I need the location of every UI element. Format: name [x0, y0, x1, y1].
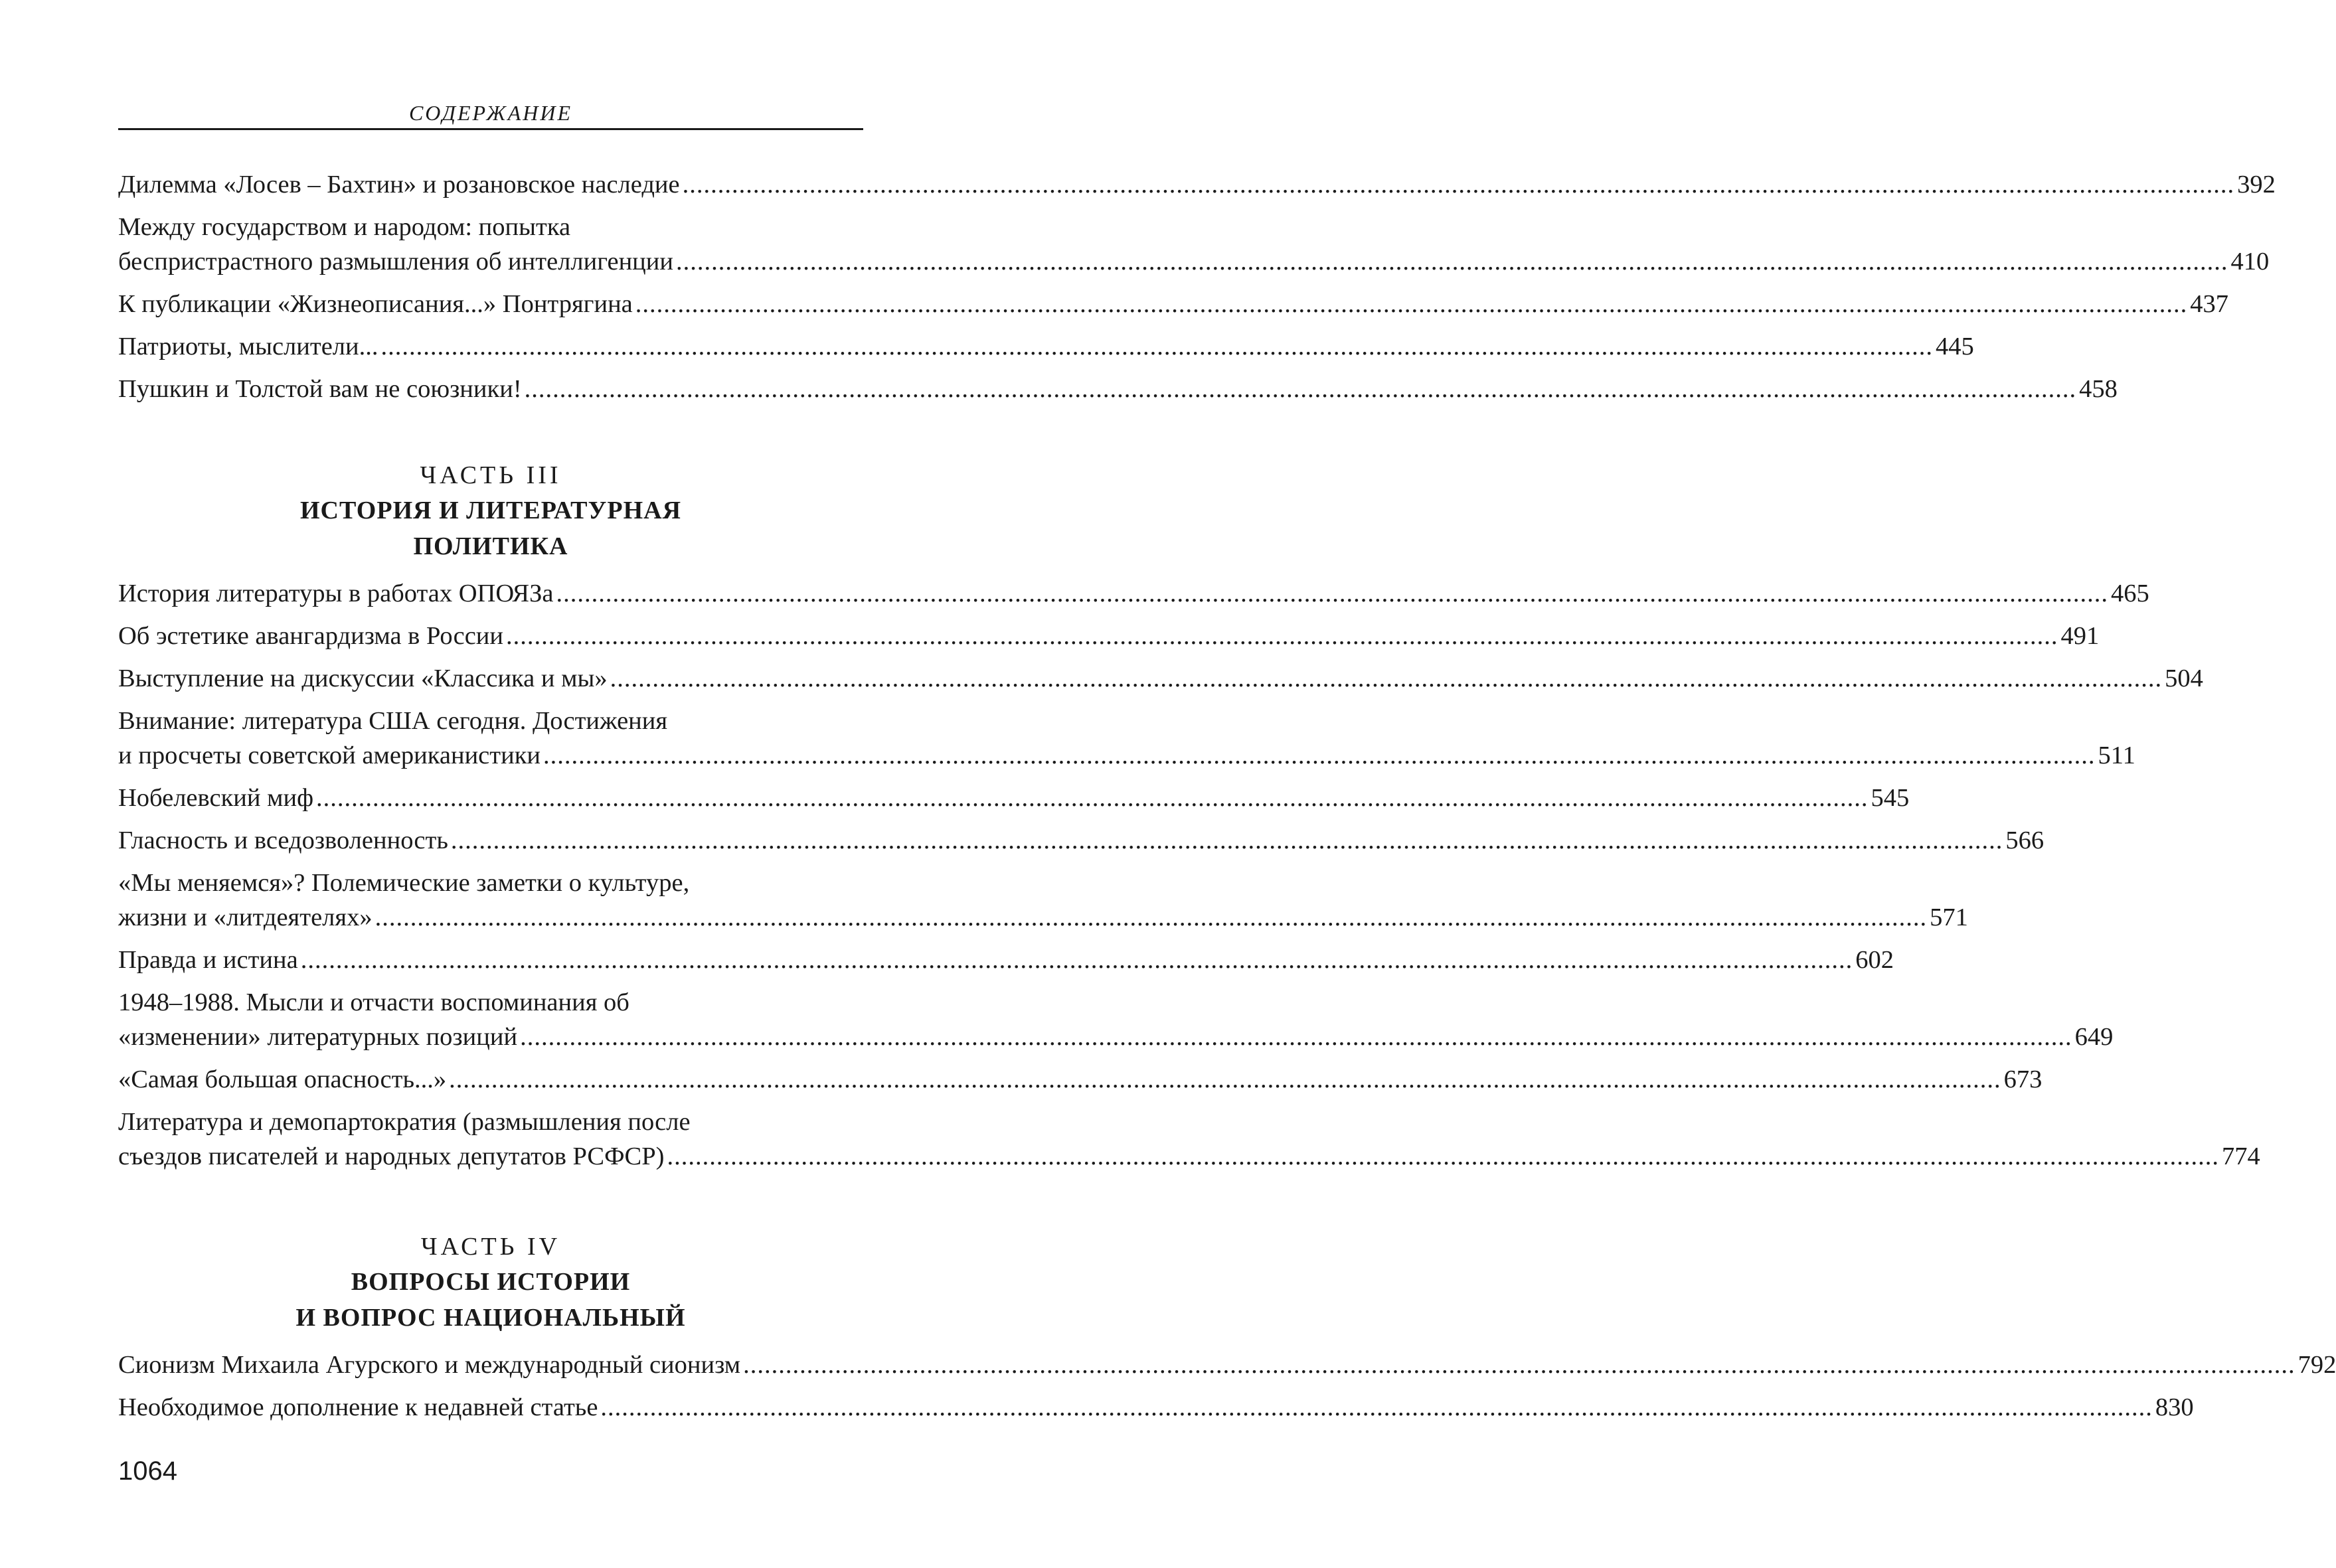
- toc-entry-leader-row: [118, 1390, 2194, 1425]
- toc-entry-title-line: Правда и истина: [118, 946, 298, 974]
- toc-entry-page-number: 545: [1871, 784, 1910, 812]
- toc-entry-title-line: Литература и демопартократия (размышления после: [118, 1108, 691, 1136]
- toc-entry-page-number: 437: [2190, 290, 2229, 318]
- toc-entry-title-line: и просчеты советской американистики: [118, 742, 541, 769]
- dot-leader: ............................................................................................................................................................................................................................: [556, 580, 2108, 607]
- toc-entry-title-line: Гласность и вседозволенность: [118, 826, 448, 854]
- toc-entry-leader-row: [118, 329, 1974, 364]
- toc-entry-leader-row: [118, 576, 2149, 611]
- toc-entry-title-line: К публикации «Жизнеописания...» Понтрягина: [118, 290, 633, 318]
- dot-leader: ............................................................................................................................................................................................................................: [316, 784, 1869, 812]
- toc-entry[interactable]: [118, 985, 2114, 1054]
- toc-page: [118, 0, 2336, 1568]
- toc-entry-title-line: «Мы меняемся»? Полемические заметки о культуре,: [118, 869, 690, 897]
- part-4-title-line-2: И ВОПРОС НАЦИОНАЛЬНЫЙ: [295, 1304, 686, 1332]
- toc-entry-leader-row: [118, 372, 2118, 406]
- header-rule: [118, 128, 863, 130]
- toc-entry[interactable]: [118, 210, 2270, 279]
- toc-entry-title-line: Нобелевский миф: [118, 784, 314, 812]
- toc-entry-leader-row: [118, 661, 2203, 696]
- toc-entry-page-number: 511: [2098, 742, 2135, 769]
- dot-leader: ............................................................................................................................................................................................................................: [450, 826, 2003, 854]
- toc-entry-title-line: История литературы в работах ОПОЯЗа: [118, 580, 554, 607]
- toc-entry-page-number: 445: [1935, 333, 1974, 360]
- dot-leader: ............................................................................................................................................................................................................................: [743, 1351, 2295, 1379]
- toc-block-part-3: [118, 576, 2260, 1182]
- toc-entry[interactable]: [118, 167, 2276, 202]
- toc-entry-title-line: Между государством и народом: попытка: [118, 213, 571, 241]
- toc-entry-title-line: съездов писателей и народных депутатов РСФСР): [118, 1142, 665, 1170]
- toc-entry[interactable]: [118, 866, 1968, 935]
- dot-leader: ............................................................................................................................................................................................................................: [667, 1142, 2219, 1170]
- dot-leader: ............................................................................................................................................................................................................................: [675, 248, 2228, 275]
- toc-entry-leader-row: [118, 287, 2229, 321]
- dot-leader: ............................................................................................................................................................................................................................: [506, 622, 2058, 650]
- running-head: СОДЕРЖАНИЕ: [408, 101, 573, 125]
- toc-entry-page-number: 410: [2230, 248, 2270, 275]
- toc-entry-leader-row: [118, 1020, 2114, 1054]
- toc-entry-leader-row: [118, 900, 1968, 935]
- toc-entry-leader-row: [118, 167, 2276, 202]
- dot-leader: ............................................................................................................................................................................................................................: [524, 375, 2077, 403]
- toc-entry-page-number: 602: [1855, 946, 1894, 974]
- toc-entry-page-number: 830: [2155, 1393, 2194, 1421]
- dot-leader: ............................................................................................................................................................................................................................: [449, 1065, 2001, 1093]
- toc-entry-leader-row: [118, 1348, 2336, 1382]
- part-3-heading: [118, 458, 863, 564]
- toc-entry-page-number: 566: [2005, 826, 2044, 854]
- toc-entry[interactable]: [118, 1390, 2194, 1425]
- toc-entry[interactable]: [118, 704, 2135, 773]
- toc-entry-title-line: Выступление на дискуссии «Классика и мы»: [118, 665, 608, 692]
- dot-leader: ............................................................................................................................................................................................................................: [300, 946, 1853, 974]
- dot-leader: ............................................................................................................................................................................................................................: [600, 1393, 2153, 1421]
- toc-entry-page-number: 458: [2079, 375, 2118, 403]
- toc-entry-page-number: 649: [2074, 1023, 2114, 1051]
- toc-entry-leader-row: [118, 1139, 2260, 1174]
- toc-entry[interactable]: [118, 576, 2149, 611]
- toc-entry-leader-row: [118, 823, 2044, 858]
- toc-entry-page-number: 491: [2060, 622, 2100, 650]
- toc-entry-title-line: Об эстетике авангардизма в России: [118, 622, 504, 650]
- toc-block-part-4: [118, 1348, 2336, 1433]
- toc-entry-title-line: Пушкин и Толстой вам не союзники!: [118, 375, 522, 403]
- toc-entry-title-line: Внимание: литература США сегодня. Достижения: [118, 707, 668, 735]
- toc-entry[interactable]: [118, 1062, 2043, 1097]
- toc-entry[interactable]: [118, 781, 1910, 815]
- dot-leader: ............................................................................................................................................................................................................................: [610, 665, 2163, 692]
- dot-leader: ............................................................................................................................................................................................................................: [380, 333, 1933, 360]
- toc-entry[interactable]: [118, 1105, 2260, 1174]
- part-3-title-line-1: ИСТОРИЯ И ЛИТЕРАТУРНАЯ: [299, 497, 682, 524]
- toc-entry-title-line: Патриоты, мыслители...: [118, 333, 378, 360]
- toc-entry-page-number: 792: [2297, 1351, 2336, 1379]
- toc-entry-page-number: 673: [2003, 1065, 2043, 1093]
- toc-entry[interactable]: [118, 287, 2229, 321]
- dot-leader: ............................................................................................................................................................................................................................: [635, 290, 2188, 318]
- toc-entry-title-line: жизни и «литдеятелях»: [118, 903, 373, 931]
- part-3-label: ЧАСТЬ III: [420, 461, 562, 489]
- toc-entry-title-line: Необходимое дополнение к недавней статье: [118, 1393, 598, 1421]
- part-4-label: ЧАСТЬ IV: [420, 1233, 561, 1261]
- toc-entry-page-number: 504: [2165, 665, 2203, 692]
- part-4-title-line-1: ВОПРОСЫ ИСТОРИИ: [351, 1268, 631, 1296]
- toc-entry-title-line: 1948–1988. Мысли и отчасти воспоминания об: [118, 988, 629, 1016]
- toc-entry-leader-row: [118, 738, 2135, 773]
- toc-entry[interactable]: [118, 329, 1974, 364]
- toc-entry-leader-row: [118, 1062, 2043, 1097]
- toc-block-part-2-end: [118, 167, 2276, 414]
- toc-entry-title-line: Сионизм Михаила Агурского и международный сионизм: [118, 1351, 741, 1379]
- toc-entry-page-number: 571: [1930, 903, 1968, 931]
- toc-entry-title-line: беспристрастного размышления об интеллигенции: [118, 248, 673, 275]
- dot-leader: ............................................................................................................................................................................................................................: [375, 903, 1928, 931]
- page-number: 1064: [118, 1456, 177, 1486]
- toc-entry[interactable]: [118, 1348, 2336, 1382]
- toc-entry-page-number: 774: [2221, 1142, 2260, 1170]
- dot-leader: ............................................................................................................................................................................................................................: [682, 171, 2235, 198]
- toc-entry[interactable]: [118, 619, 2100, 653]
- dot-leader: ............................................................................................................................................................................................................................: [543, 742, 2096, 769]
- toc-entry[interactable]: [118, 943, 1894, 977]
- dot-leader: ............................................................................................................................................................................................................................: [520, 1023, 2072, 1051]
- toc-entry-page-number: 465: [2110, 580, 2149, 607]
- toc-entry[interactable]: [118, 372, 2118, 406]
- toc-entry-title-line: Дилемма «Лосев – Бахтин» и розановское наследие: [118, 171, 680, 198]
- toc-entry-leader-row: [118, 781, 1910, 815]
- toc-entry-leader-row: [118, 244, 2270, 279]
- part-4-heading: [118, 1229, 863, 1336]
- toc-entry-leader-row: [118, 943, 1894, 977]
- toc-entry[interactable]: [118, 661, 2203, 696]
- part-3-title-line-2: ПОЛИТИКА: [413, 532, 568, 560]
- toc-entry-page-number: 392: [2237, 171, 2276, 198]
- toc-entry-title-line: «изменении» литературных позиций: [118, 1023, 518, 1051]
- toc-entry-leader-row: [118, 619, 2100, 653]
- toc-entry[interactable]: [118, 823, 2044, 858]
- toc-entry-title-line: «Самая большая опасность...»: [118, 1065, 447, 1093]
